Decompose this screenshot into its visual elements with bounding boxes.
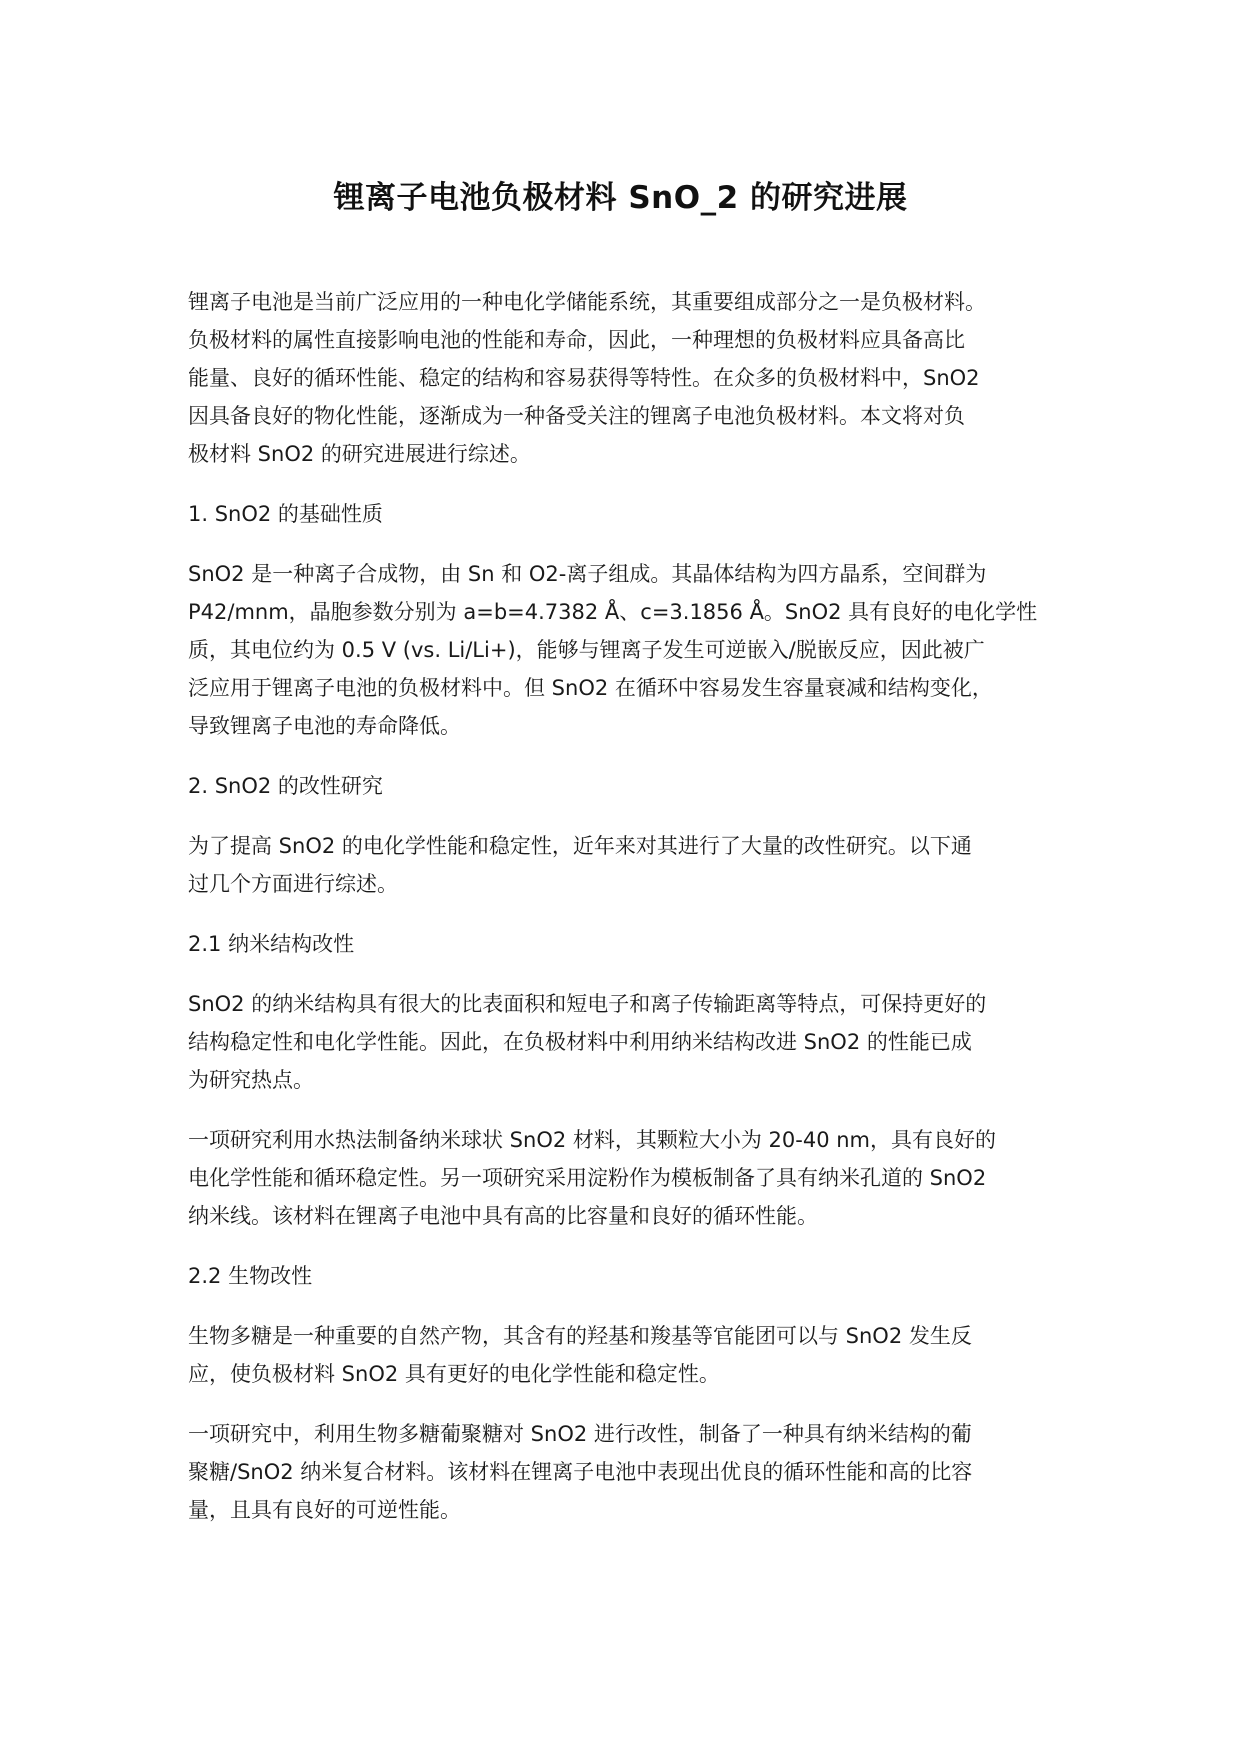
body-paragraph — [188, 555, 1078, 745]
body-paragraph — [188, 283, 1078, 473]
text-line: 聚糖/SnO2 纳米复合材料。该材料在锂离子电池中表现出优良的循环性能和高的比容 — [188, 1460, 973, 1484]
text-line: 负极材料的属性直接影响电池的性能和寿命，因此，一种理想的负极材料应具备高比 — [188, 328, 965, 352]
text-line: 一项研究中，利用生物多糖葡聚糖对 SnO2 进行改性，制备了一种具有纳米结构的葡 — [188, 1422, 972, 1446]
section-heading — [188, 925, 1078, 963]
section-heading — [188, 495, 1078, 533]
text-line: 电化学性能和循环稳定性。另一项研究采用淀粉作为模板制备了具有纳米孔道的 SnO2 — [188, 1166, 987, 1190]
text-line: 极材料 SnO2 的研究进展进行综述。 — [188, 442, 531, 466]
text-line: 2. SnO2 的改性研究 — [188, 774, 383, 798]
text-line: 过几个方面进行综述。 — [188, 872, 398, 896]
body-paragraph — [188, 827, 1078, 903]
text-line: 2.2 生物改性 — [188, 1264, 313, 1288]
text-line: 为研究热点。 — [188, 1068, 314, 1092]
text-line: 结构稳定性和电化学性能。因此，在负极材料中利用纳米结构改进 SnO2 的性能已成 — [188, 1030, 972, 1054]
text-line: SnO2 是一种离子合成物，由 Sn 和 O2-离子组成。其晶体结构为四方晶系，空间群为 — [188, 562, 987, 586]
document-title: 锂离子电池负极材料 SnO_2 的研究进展 — [333, 180, 908, 216]
text-line: 因具备良好的物化性能，逐渐成为一种备受关注的锂离子电池负极材料。本文将对负 — [188, 404, 965, 428]
text-line: 锂离子电池是当前广泛应用的一种电化学储能系统，其重要组成部分之一是负极材料。 — [188, 290, 986, 314]
body-paragraph — [188, 1317, 1078, 1393]
text-line: 2.1 纳米结构改性 — [188, 932, 355, 956]
text-line: 生物多糖是一种重要的自然产物，其含有的羟基和羧基等官能团可以与 SnO2 发生反 — [188, 1324, 972, 1348]
text-line: SnO2 的纳米结构具有很大的比表面积和短电子和离子传输距离等特点，可保持更好的 — [188, 992, 987, 1016]
text-line: 泛应用于锂离子电池的负极材料中。但 SnO2 在循环中容易发生容量衰减和结构变化， — [188, 676, 993, 700]
section-heading — [188, 767, 1078, 805]
text-line: 量，且具有良好的可逆性能。 — [188, 1498, 461, 1522]
text-line: 质，其电位约为 0.5 V (vs. Li/Li+)，能够与锂离子发生可逆嵌入/脱嵌反应，因此被广 — [188, 638, 985, 662]
body-paragraph — [188, 1121, 1078, 1235]
text-line: P42/mnm，晶胞参数分别为 a=b=4.7382 Å、c=3.1856 Å。SnO2 具有良好的电化学性 — [188, 600, 1038, 624]
document-body — [188, 283, 1078, 1551]
text-line: 导致锂离子电池的寿命降低。 — [188, 714, 461, 738]
body-paragraph — [188, 1415, 1078, 1529]
text-line: 纳米线。该材料在锂离子电池中具有高的比容量和良好的循环性能。 — [188, 1204, 818, 1228]
text-line: 应，使负极材料 SnO2 具有更好的电化学性能和稳定性。 — [188, 1362, 720, 1386]
section-heading — [188, 1257, 1078, 1295]
body-paragraph — [188, 985, 1078, 1099]
text-line: 能量、良好的循环性能、稳定的结构和容易获得等特性。在众多的负极材料中，SnO2 — [188, 366, 980, 390]
text-line: 一项研究利用水热法制备纳米球状 SnO2 材料，其颗粒大小为 20-40 nm，具有良好的 — [188, 1128, 997, 1152]
text-line: 为了提高 SnO2 的电化学性能和稳定性，近年来对其进行了大量的改性研究。以下通 — [188, 834, 972, 858]
text-line: 1. SnO2 的基础性质 — [188, 502, 383, 526]
